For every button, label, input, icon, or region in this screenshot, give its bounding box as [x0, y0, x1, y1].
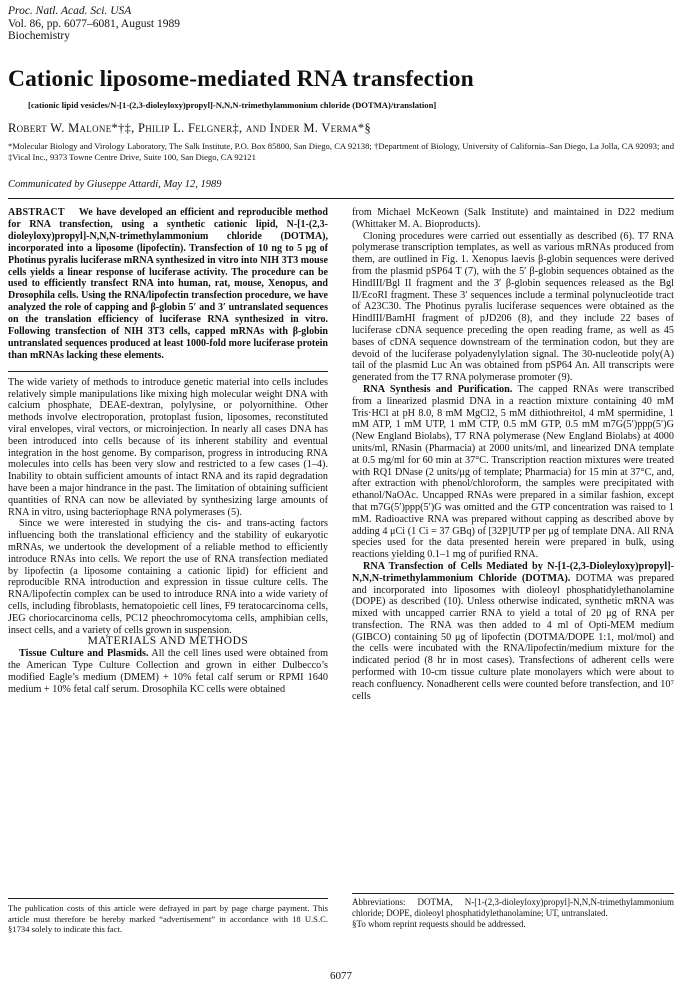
cloning-paragraph: Cloning procedures were carried out essentially as described (6). T7 RNA polymerase transcription templates, as well as various mRNAs produced from them, are outlined in Fig. 1. Xenopus laevis β-globin sequences were derived from the plasmid pSP64 T (7), with the 5′ β-globin sequences obtained as the HindIII/Bgl II fragment and the 3′ β-globin sequences released as the Bgl II/EcoRI fragment. These 3′ sequences include a terminal polynucleotide tract of A23C30. The Photinus pyralis luciferase sequences were obtained as the HindIII/BamHI fragment of pJD206 (8), and they include 22 bases of luciferase cDNA sequence preceding the open reading frame, as well as 45 bases of cDNA sequence downstream of the termination codon, but they are devoid of the luciferase polyadenylylation signal. The 30-nucleotide poly(A) tail of the plasmid Luc An was obtained from pSP64 An. All transcripts were generated from the T7 RNA polymerase promoter (9). [352, 230, 674, 384]
transfection-paragraph [352, 561, 674, 703]
methods-heading: MATERIALS AND METHODS [87, 635, 249, 648]
abstract [8, 207, 328, 362]
tissue-culture-text: All the cell lines used were obtained from the American Type Culture Collection and grown in either Dulbecco’s modified Eagle’s medium (DMEM) + 10% fetal calf serum or RPMI 1640 medium + 10% fetal calf serum. Drosophila KC cells were obtained [8, 648, 328, 695]
synthesis-heading: RNA Synthesis and Purification. [363, 383, 513, 395]
abstract-text: We have developed an efficient and reproducible method for RNA transfection, using a synthetic cationic lipid, N-[1-(2,3-dioleyloxy)propyl]-N,N,N-trimethylammonium chloride (DOTMA), incorporated into a liposome (lipofectin). Transfection of 10 ng to 5 μg of Photinus pyralis luciferase mRNA synthesized in vitro into NIH 3T3 mouse cells yields a linear response of luciferase activity. The procedure can be used to efficiently transfect RNA into human, rat, mouse, Xenopus, and Drosophila cells. Using the RNA/lipofectin transfection procedure, we have analyzed the role of capping and β-globin 5′ and 3′ untranslated sequences on the translation efficiency of luciferase RNA synthesized in vitro. Following transfection of NIH 3T3 cells, capped mRNAs with β-globin untranslated sequences produced at least 1000-fold more luciferase protein than mRNAs lacking these elements. [8, 207, 328, 361]
cost-footnote [8, 898, 328, 935]
abstract-label: ABSTRACT [8, 207, 65, 218]
journal-name: Proc. Natl. Acad. Sci. USA [8, 5, 132, 17]
journal-section: Biochemistry [8, 30, 70, 42]
continued-paragraph: from Michael McKeown (Salk Institute) and maintained in D22 medium (Whittaker M. A. Bioproducts). [352, 207, 674, 230]
header-divider [8, 198, 674, 199]
abbreviations-text: Abbreviations: DOTMA, N-[1-(2,3-dioleyloxy)propyl]-N,N,N-trimethylammonium chloride; DOPE, dioleoyl phosphatidylethanolamine; UT, untranslated. [352, 897, 674, 918]
tissue-culture-paragraph [8, 648, 328, 695]
transfection-heading: RNA Transfection of Cells Mediated by N-[1-(2,3-Dioleyloxy)propyl]-N,N,N-trimethylammonium Chloride (DOTMA). [352, 560, 674, 584]
intro-paragraph-2: Since we were interested in studying the cis- and trans-acting factors influencing both the translational efficiency and the stability of eukaryotic mRNAs, we undertook the development of a reliable method to efficiently introduce RNAs into cells. We report the use of RNA transfection mediated by lipofectin (a liposome containing a cationic lipid) for efficient and reproducible RNA introduction and expression in tissue culture cells. The RNA/lipofectin complex can be used to introduce RNA into a wide variety of cells, including fibroblasts, hematopoietic cell lines, F9 teratocarcinoma cells, JEG choriocarcinoma cells, PC12 pheochromocytoma cells, amphibian cells, insect cells, and a variety of cells grown in suspension. [8, 518, 328, 636]
abstract-divider [8, 371, 328, 372]
right-column [352, 207, 674, 702]
synthesis-paragraph [352, 384, 674, 561]
footnote-divider-right [352, 893, 674, 894]
tissue-culture-heading: Tissue Culture and Plasmids. [19, 648, 149, 660]
abbreviations-footnote [352, 893, 674, 929]
footnote-divider-left [8, 898, 328, 899]
intro-paragraph-1: The wide variety of methods to introduce genetic material into cells includes relatively simple manipulations like mixing high molecular weight DNA with calcium phosphate, DEAE-dextran, polylysine, or polyornithine. Other methods involve electroporation, protoplast fusion, liposomes, reconstituted viral envelopes, viral vectors, or microinjection. In nearly all cases DNA has been introduced into cells because of its inherent stability and eventual integration in the host genome. By comparison, progress in introducing RNA molecules into cells has been very slow and restricted to a few cases (1–4). Inability to obtain sufficient amounts of intact RNA and its rapid degradation have been a major hindrance in the past. The limitation of obtaining sufficient quantities of RNA can now be alleviated by synthesizing large amounts of RNA in vitro, using bacteriophage RNA polymerases (5). [8, 376, 328, 518]
article-affiliations: *Molecular Biology and Virology Laboratory, The Salk Institute, P.O. Box 85800, San Diego, CA 92138; †Department of Biology, University of California–San Diego, La Jolla, CA 92093; and ‡Vical Inc., 9373 Towne Centre Drive, Suite 100, San Diego, CA 92121 [8, 141, 674, 162]
journal-header [8, 5, 180, 43]
article-keywords: [cationic lipid vesicles/N-[1-(2,3-dioleyloxy)propyl]-N,N,N-trimethylammonium chloride (DOTMA)/translation] [28, 100, 437, 110]
cost-footnote-text: The publication costs of this article were defrayed in part by page charge payment. This article must therefore be hereby marked “advertisement” in accordance with 18 U.S.C. §1734 solely to indicate this fact. [8, 903, 328, 934]
transfection-text: DOTMA was prepared and incorporated into liposomes with dioleoyl phosphatidylethanolamine (DOPE) as described (10). Unless otherwise indicated, synthetic mRNA was mixed with uncapped carrier RNA to yield a total of 20 μg of RNA per transfection. The RNA was then added to 4 ml of Opti-MEM medium (GIBCO) containing 50 μg of lipofectin (DOTMA/DOPE 1:1, mol/mol) and the cells were incubated with the RNA/lipofectin/medium mixture for the indicated period (8 hr in most cases). Transfections of adherent cells were performed with 10-cm tissue culture plate monolayers which were about to reach confluency. Nonadherent cells were counted before transfection, and 10⁷ cells [352, 572, 675, 702]
left-column [8, 207, 328, 695]
communicated-by: Communicated by Giuseppe Attardi, May 12, 1989 [8, 179, 222, 190]
reprint-footnote: §To whom reprint requests should be addressed. [352, 918, 526, 929]
article-title: Cationic liposome-mediated RNA transfection [8, 66, 474, 92]
article-authors: Robert W. Malone*†‡, Philip L. Felgner‡, and Inder M. Verma*§ [8, 121, 371, 135]
synthesis-text: The capped RNAs were transcribed from a linearized plasmid DNA in a reaction mixture containing 40 mM Tris·HCl at pH 8.0, 8 mM MgCl2, 5 mM dithiothreitol, 4 mM spermidine, 1 mM ATP, 1 mM UTP, 1 mM CTP, 0.5 mM GTP, 0.5 mM m7G(5′)ppp(5′)G (New England Biolabs), T7 RNA polymerase (New England Biolabs) at 4000 units/ml, RNasin (Pharmacia) at 2000 units/ml, and linearized DNA template at 0.5 mg/ml for 60 min at 37°C. Transcription reaction mixtures were treated with RQ1 DNase (2 units/μg of template; Pharmacia) for 15 min at 37°C, and, after extraction with phenol/chloroform, the samples were precipitated with ethanol/NaOAc. Uncapped RNAs were prepared in a similar fashion, except that m7G(5′)ppp(5′)G was omitted and the GTP concentration was raised to 1 mM. Radioactive RNA was prepared without capping as described above by adding 4 μCi (1 Ci = 37 GBq) of [32P]UTP per μg of template DNA. All RNA species used for the data presented herein were prepared in bulk, using reactions yielding 0.1–1 mg of purified RNA. [352, 383, 674, 561]
journal-volume: Vol. 86, pp. 6077–6081, August 1989 [8, 17, 180, 30]
page-number: 6077 [330, 970, 352, 982]
